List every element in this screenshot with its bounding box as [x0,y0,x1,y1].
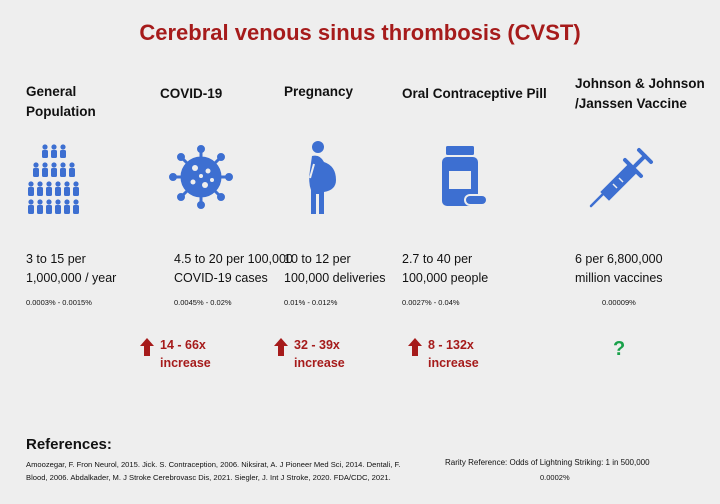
header-line: Population [26,104,96,119]
increase-multiplier: 8 - 132x [428,338,474,352]
column-header: Oral Contraceptive Pill [402,86,547,101]
rate-line: million vaccines [575,271,663,285]
rate-line: 3 to 15 per [26,252,86,266]
header-line: /Janssen Vaccine [575,96,687,111]
header-line: Johnson & Johnson [575,76,705,91]
increase-indicator [274,336,345,372]
rate-line: 1,000,000 / year [26,271,117,285]
rate-line: 2.7 to 40 per [402,252,473,266]
increase-text [160,336,211,372]
column-header [575,74,705,114]
rate-line: 100,000 deliveries [284,271,386,285]
column-covid-19 [160,78,293,388]
column-header: COVID-19 [160,86,223,101]
increase-multiplier: 32 - 39x [294,338,340,352]
references-text: Amoozegar, F. Fron Neurol, 2015. Jick. S. Contraception, 2006. Niksirat, A. J Pioneer Med Sci, 2014. Dentali, F. Blood, 2006. Abdalkader, M. J Stroke Cerebrovasc Dis, 2021. Siegler, J. Int J Stroke, 2020. FDA/CDC, 2021. [26,460,401,482]
column-general-population [26,78,146,388]
percentage-range: 0.0045% - 0.02% [174,298,232,307]
rate-line: 6 per 6,800,000 [575,252,663,266]
up-arrow-icon [274,338,288,356]
percentage-range: 0.0003% - 0.0015% [26,298,92,307]
column-header [26,82,96,122]
population-icon [22,144,86,219]
increase-text [294,336,345,372]
column-header: Pregnancy [284,84,354,99]
references-heading: References: [26,436,112,453]
increase-label: increase [428,356,479,370]
rate-line: COVID-19 cases [174,271,268,285]
pill-bottle-icon [442,146,490,213]
rate-line: 100,000 people [402,271,489,285]
incidence-rate [26,250,116,288]
rarity-reference: Rarity Reference: Odds of Lightning Striking: 1 in 500,000 [445,458,650,467]
page-title: Cerebral venous sinus thrombosis (CVST) [139,20,581,45]
rarity-percentage: 0.0002% [540,473,570,482]
up-arrow-icon [140,338,154,356]
incidence-rate [174,250,293,288]
percentage-range: 0.00009% [602,298,636,307]
percentage-range: 0.01% - 0.012% [284,298,338,307]
increase-indicator [140,336,211,372]
increase-multiplier: 14 - 66x [160,338,206,352]
rate-line: 4.5 to 20 per 100,000 [174,252,293,266]
unknown-increase-question-mark: ? [613,338,626,360]
incidence-rate [575,250,663,288]
rate-line: 10 to 12 per [284,252,351,266]
column-oral-contraceptive-pill [402,78,552,388]
increase-indicator [408,336,479,372]
increase-label: increase [294,356,345,370]
increase-label: increase [160,356,211,370]
incidence-rate [284,250,385,288]
percentage-range: 0.0027% - 0.04% [402,298,460,307]
syringe-icon [589,146,655,213]
pregnant-woman-icon [302,140,342,219]
column-johnson-johnson-vaccine [575,78,715,388]
increase-text [428,336,479,372]
virus-icon [168,144,234,215]
up-arrow-icon [408,338,422,356]
header-line: General [26,84,77,99]
column-pregnancy [284,78,404,388]
incidence-rate [402,250,488,288]
